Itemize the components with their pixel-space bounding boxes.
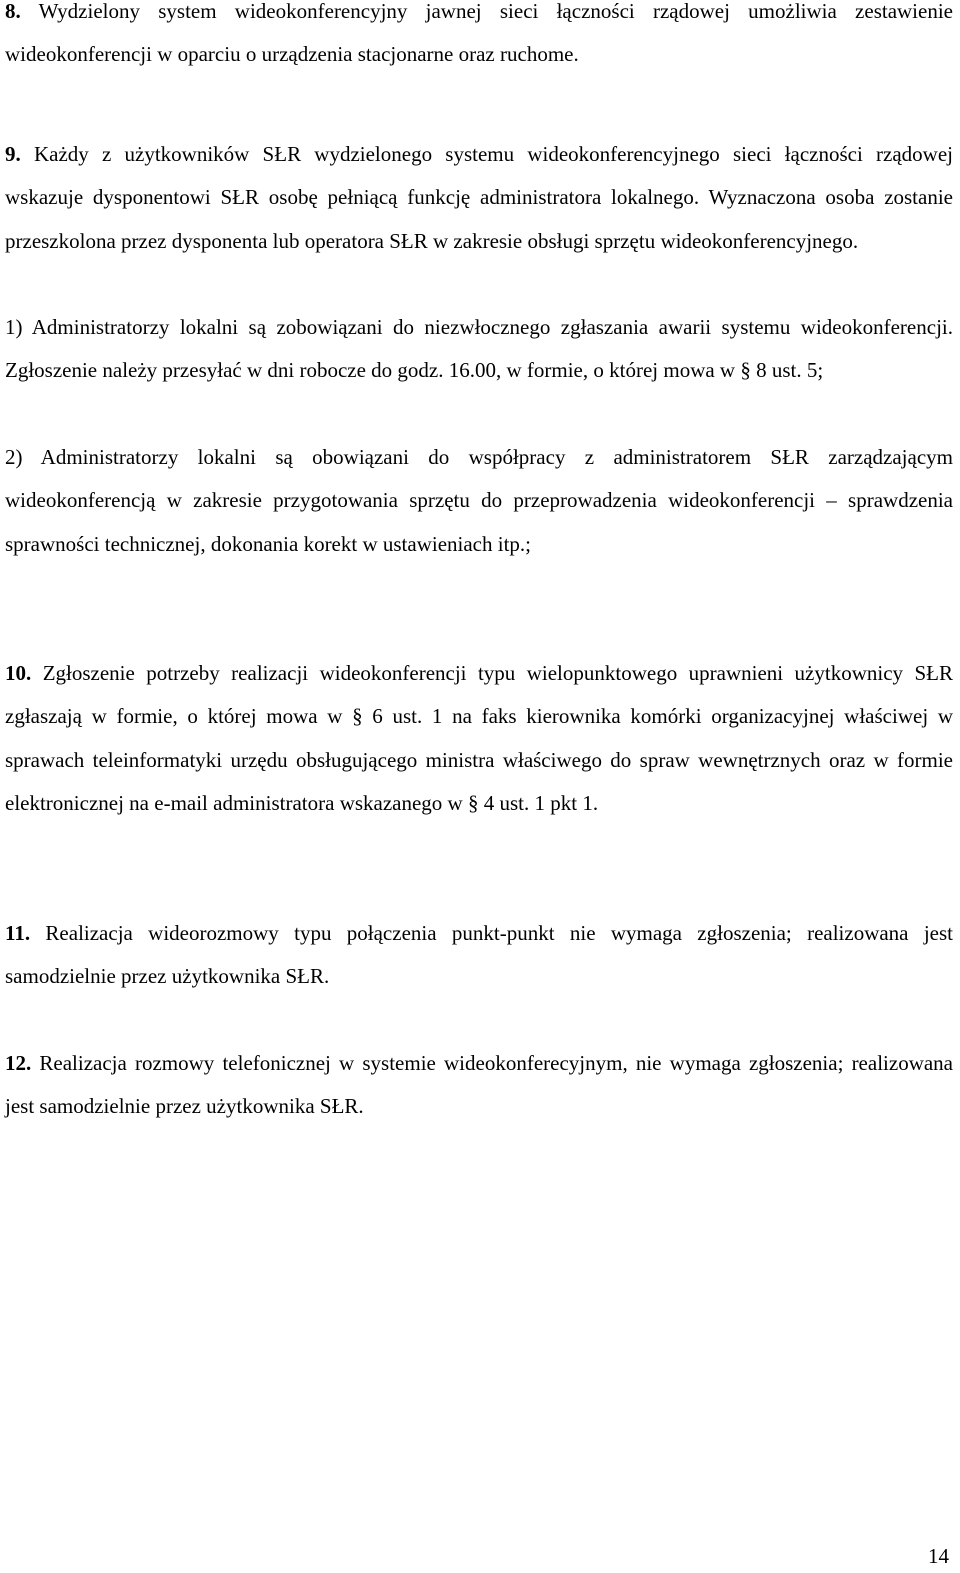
list-item-text: 1) Administratorzy lokalni są zobowiązani do niezwłocznego zgłaszania awarii systemu wideokonferencji. Zgłoszenie należy przesyłać w dni robocze do godz. 16.00, w formie, o której mowa w § 8 ust. 5; <box>5 315 953 383</box>
list-item-1 <box>5 306 953 393</box>
paragraph-9 <box>5 133 953 263</box>
paragraph-10 <box>5 652 953 825</box>
paragraph-text: Każdy z użytkowników SŁR wydzielonego systemu wideokonferencyjnego sieci łączności rządowej wskazuje dysponentowi SŁR osobę pełniącą funkcję administratora lokalnego. Wyznaczona osoba zostanie przeszkolona przez dysponenta lub operatora SŁR w zakresie obsługi sprzętu wideokonferencyjnego. <box>5 142 953 253</box>
paragraph-text: Zgłoszenie potrzeby realizacji wideokonferencji typu wielopunktowego uprawnieni użytkownicy SŁR zgłaszają w formie, o której mowa w § 6 ust. 1 na faks kierownika komórki organizacyjnej właściwej w sprawach teleinformatyki urzędu obsługującego ministra właściwego do spraw wewnętrznych oraz w formie elektronicznej na e-mail administratora wskazanego w § 4 ust. 1 pkt 1. <box>5 661 953 815</box>
paragraph-number: 11. <box>5 921 31 945</box>
paragraph-number: 12. <box>5 1051 32 1075</box>
paragraph-12 <box>5 1042 953 1129</box>
list-item-text: 2) Administratorzy lokalni są obowiązani do współpracy z administratorem SŁR zarządzającym wideokonferencją w zakresie przygotowania sprzętu do przeprowadzenia wideokonferencji – sprawdzenia sprawności technicznej, dokonania korekt w ustawieniach itp.; <box>5 445 953 556</box>
paragraph-text: Realizacja wideorozmowy typu połączenia punkt-punkt nie wymaga zgłoszenia; realizowana jest samodzielnie przez użytkownika SŁR. <box>5 921 953 989</box>
page-number: 14 <box>928 1544 949 1568</box>
paragraph-text: Wydzielony system wideokonferencyjny jawnej sieci łączności rządowej umożliwia zestawienie wideokonferencji w oparciu o urządzenia stacjonarne oraz ruchome. <box>5 0 953 67</box>
paragraph-8 <box>5 0 953 77</box>
paragraph-number: 8. <box>5 0 21 23</box>
paragraph-number: 9. <box>5 142 21 166</box>
paragraph-11 <box>5 912 953 999</box>
paragraph-number: 10. <box>5 661 32 685</box>
paragraph-text: Realizacja rozmowy telefonicznej w systemie wideokonferecyjnym, nie wymaga zgłoszenia; realizowana jest samodzielnie przez użytkownika SŁR. <box>5 1051 953 1119</box>
list-item-2 <box>5 436 953 566</box>
